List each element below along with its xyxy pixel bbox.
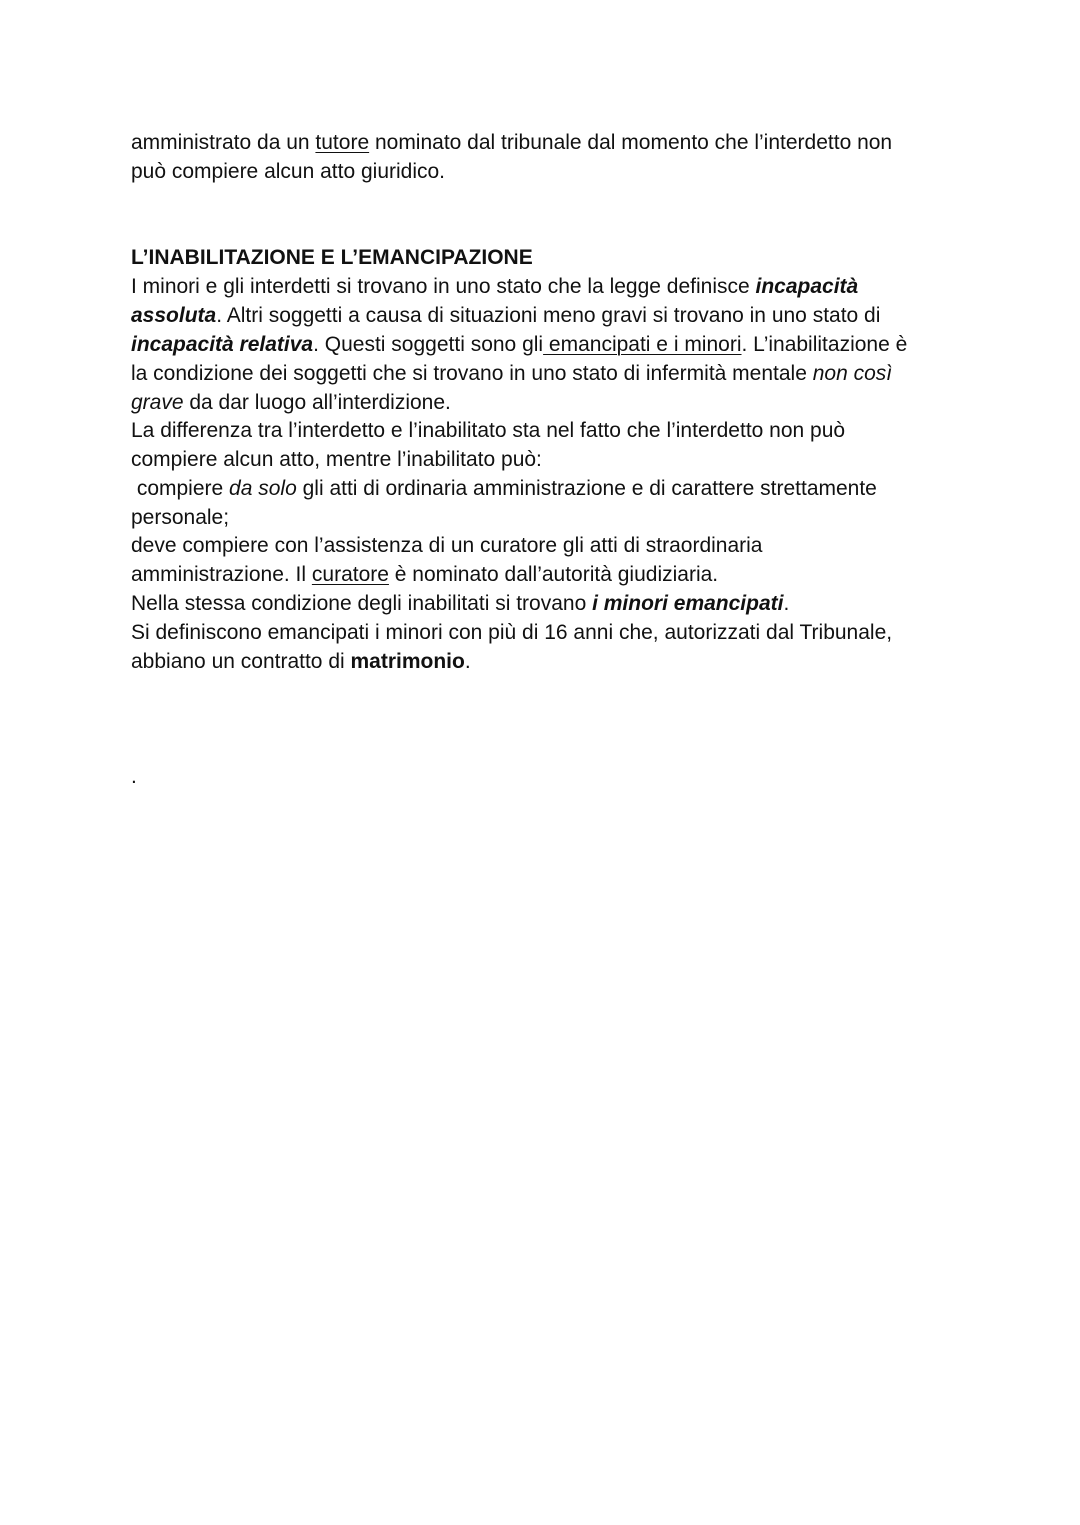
term-emancipati-minori: emancipati e i minori [543,333,742,356]
paragraph-line: amministrazione. Il curatore è nominato dall’autorità giudiziaria. [131,563,719,586]
term-incapacita-relativa: incapacità relativa [131,333,314,356]
paragraph-line: personale; [131,506,230,529]
paragraph-line: compiere da solo gli atti di ordinaria amministrazione e di carattere strettamente [131,477,877,500]
term-non-cosi: non così [812,362,893,385]
term-minori-emancipati: i minori emancipati [592,592,784,615]
term-grave: grave [131,391,184,414]
section-heading: L’INABILITAZIONE E L’EMANCIPAZIONE [131,246,533,269]
intro-line-2: può compiere alcun atto giuridico. [131,160,446,183]
paragraph-line: deve compiere con l’assistenza di un curatore gli atti di straordinaria [131,534,763,557]
paragraph-line: assoluta. Altri soggetti a causa di situazioni meno gravi si trovano in uno stato di [131,304,881,327]
term-assoluta: assoluta [131,304,217,327]
intro-line-1: amministrato da un tutore nominato dal tribunale dal momento che l’interdetto non [131,131,893,154]
term-tutore: tutore [315,131,370,154]
paragraph-line: I minori e gli interdetti si trovano in uno stato che la legge definisce incapacità [131,275,859,298]
paragraph-line: La differenza tra l’interdetto e l’inabilitato sta nel fatto che l’interdetto non può [131,419,846,442]
paragraph-line: Nella stessa condizione degli inabilitati si trovano i minori emancipati. [131,592,790,615]
paragraph-line: la condizione dei soggetti che si trovano in uno stato di infermità mentale non così [131,362,893,385]
trailing-dot: . [131,765,137,788]
term-curatore: curatore [311,563,389,586]
paragraph-line: Si definiscono emancipati i minori con più di 16 anni che, autorizzati dal Tribunale, [131,621,893,644]
term-incapacita: incapacità [755,275,859,298]
term-da-solo: da solo [229,477,297,500]
paragraph-line: abbiano un contratto di matrimonio. [131,650,471,673]
paragraph-line: compiere alcun atto, mentre l’inabilitato può: [131,448,542,471]
paragraph-line: incapacità relativa. Questi soggetti sono gli emancipati e i minori. L’inabilitazione è [131,333,908,356]
term-matrimonio: matrimonio [350,650,465,673]
paragraph-line: grave da dar luogo all’interdizione. [131,391,451,414]
